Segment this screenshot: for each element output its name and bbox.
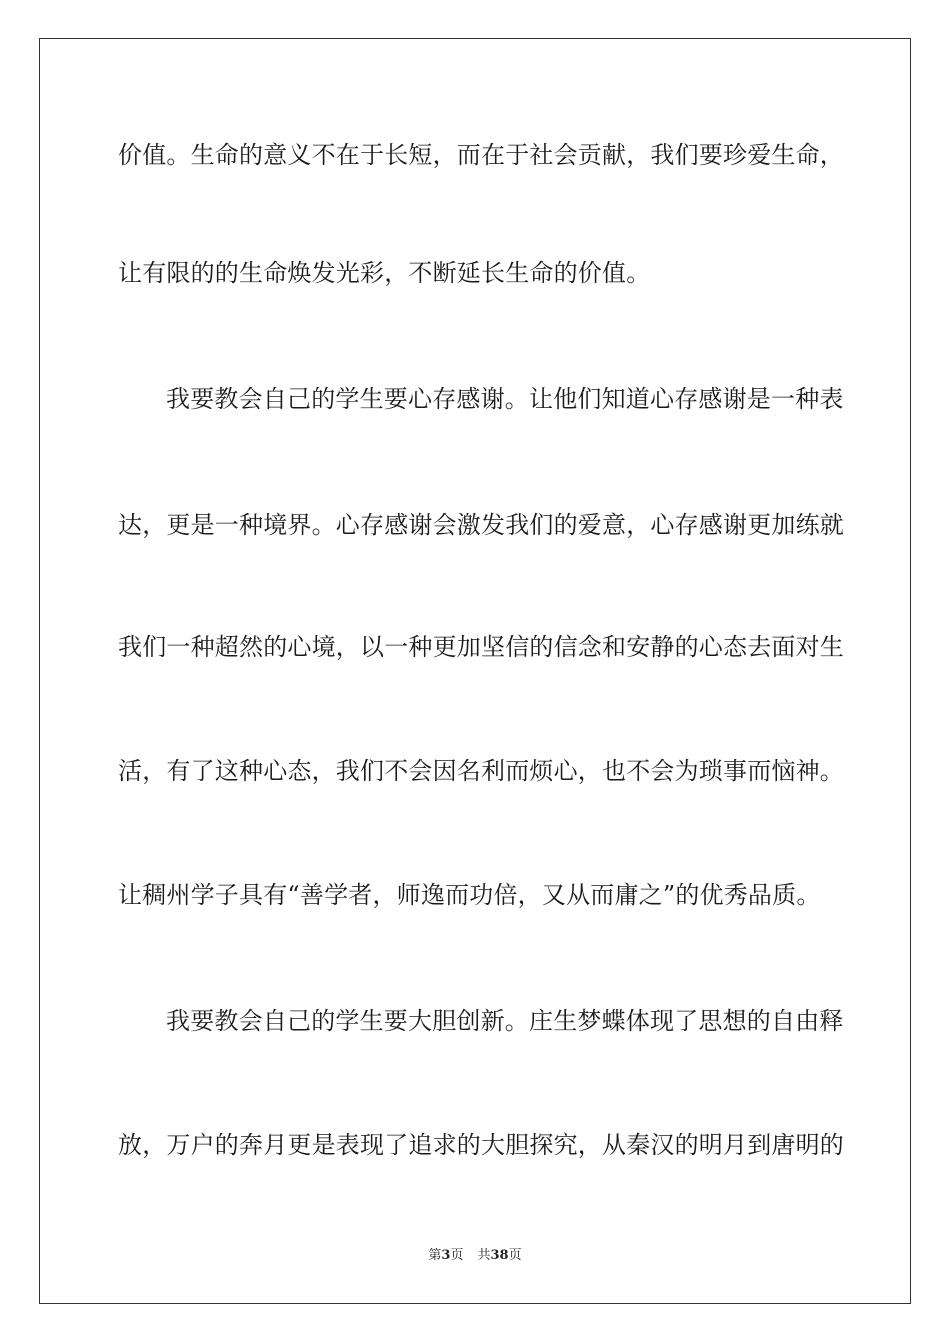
paragraph-line: 让稠州学子具有“善学者，师逸而功倍，又从而庸之”的优秀品质。 xyxy=(118,881,821,909)
page-border xyxy=(39,38,911,1304)
paragraph-line: 价值。生命的意义不在于长短，而在于社会贡献，我们要珍爱生命， xyxy=(118,141,844,169)
total-prefix: 共 xyxy=(477,1248,491,1263)
paragraph-line: 让有限的的生命焕发光彩，不断延长生命的价值。 xyxy=(118,259,651,287)
paragraph-line: 我要教会自己的学生要大胆创新。庄生梦蝶体现了思想的自由释 xyxy=(166,1007,844,1035)
total-suffix: 页 xyxy=(508,1248,522,1263)
paragraph-line: 活，有了这种心态，我们不会因名利而烦心，也不会为琐事而恼神。 xyxy=(118,757,844,785)
total-pages: 38 xyxy=(490,1248,509,1263)
page-suffix: 页 xyxy=(450,1248,464,1263)
page-number: 3 xyxy=(441,1248,451,1263)
page-prefix: 第 xyxy=(428,1248,442,1263)
paragraph-line: 我们一种超然的心境，以一种更加坚信的信念和安静的心态去面对生 xyxy=(118,633,844,661)
page-footer xyxy=(0,1247,950,1265)
paragraph-line: 我要教会自己的学生要心存感谢。让他们知道心存感谢是一种表 xyxy=(166,385,844,413)
paragraph-line: 放，万户的奔月更是表现了追求的大胆探究，从秦汉的明月到唐明的 xyxy=(118,1131,844,1159)
paragraph-line: 达，更是一种境界。心存感谢会激发我们的爱意，心存感谢更加练就 xyxy=(118,511,844,539)
